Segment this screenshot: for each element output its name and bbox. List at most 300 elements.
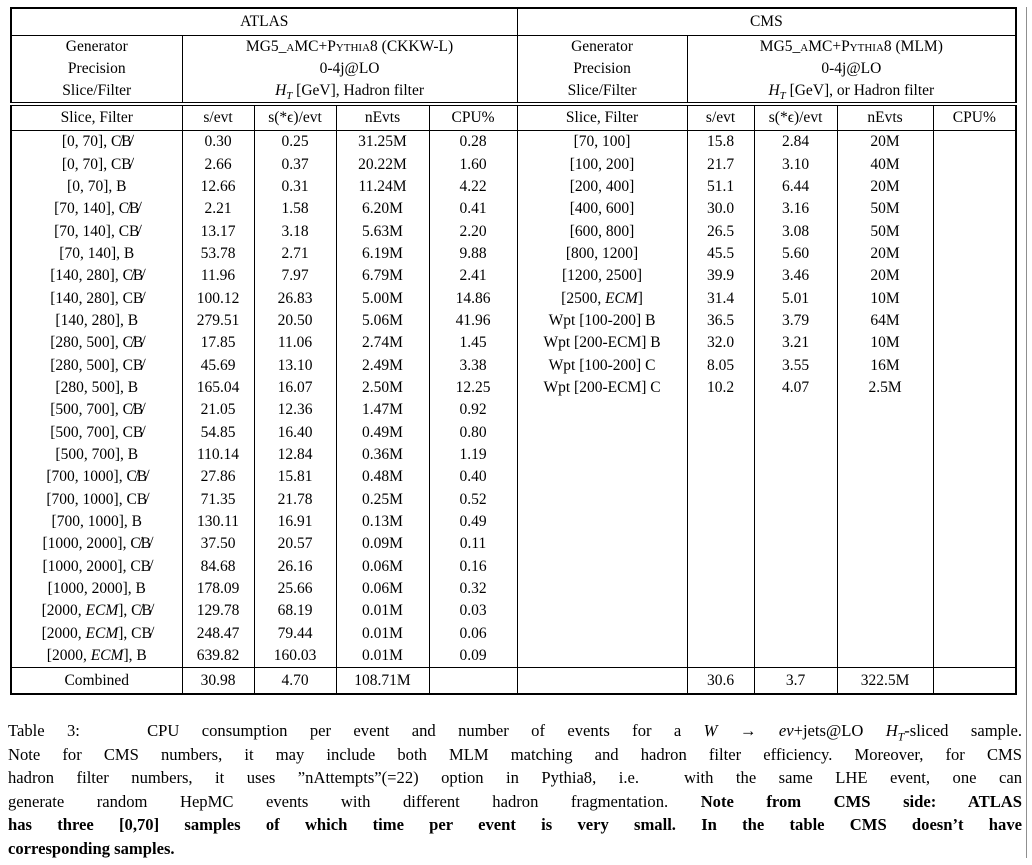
cms-slice-cell: [200, 400] bbox=[517, 176, 687, 198]
cms-nevts-cell bbox=[837, 399, 933, 421]
cms-slice-filter-label: Slice/Filter bbox=[517, 80, 687, 104]
cms-s-eps-evt-cell: 3.79 bbox=[754, 310, 837, 332]
cms-s-evt-cell: 21.7 bbox=[687, 153, 754, 175]
table-row bbox=[11, 176, 1016, 198]
cms-nevts-cell bbox=[837, 600, 933, 622]
atlas-slice-cell: [280, 500], B bbox=[11, 377, 182, 399]
atlas-col-s-evt: s/evt bbox=[182, 104, 254, 131]
atlas-s-evt-cell: 2.66 bbox=[182, 153, 254, 175]
cms-s-evt-cell bbox=[687, 578, 754, 600]
atlas-slice-cell: [140, 280], C̸B̸ bbox=[11, 265, 182, 287]
cms-s-evt-cell bbox=[687, 489, 754, 511]
cms-col-nevts: nEvts bbox=[837, 104, 933, 131]
cms-slice-cell bbox=[517, 623, 687, 645]
atlas-nevts-cell: 0.01M bbox=[336, 645, 429, 668]
cms-s-evt-cell: 30.6 bbox=[687, 668, 754, 695]
atlas-s-evt-cell: 639.82 bbox=[182, 645, 254, 668]
atlas-s-evt-cell: 110.14 bbox=[182, 444, 254, 466]
cms-cpu-cell bbox=[933, 287, 1016, 309]
cpu-consumption-table bbox=[10, 7, 1017, 695]
atlas-cpu-cell: 1.45 bbox=[429, 332, 517, 354]
cms-slice-cell: [400, 600] bbox=[517, 198, 687, 220]
cms-slice-cell: Wpt [200-ECM] C bbox=[517, 377, 687, 399]
atlas-s-evt-cell: 12.66 bbox=[182, 176, 254, 198]
cms-s-eps-evt-cell bbox=[754, 399, 837, 421]
cms-nevts-cell: 20M bbox=[837, 131, 933, 154]
atlas-s-evt-cell: 13.17 bbox=[182, 220, 254, 242]
cms-s-evt-cell: 36.5 bbox=[687, 310, 754, 332]
atlas-slice-cell: [1000, 2000], CB̸ bbox=[11, 556, 182, 578]
table-row bbox=[11, 533, 1016, 555]
atlas-s-evt-cell: 84.68 bbox=[182, 556, 254, 578]
atlas-nevts-cell: 11.24M bbox=[336, 176, 429, 198]
atlas-s-evt-cell: 21.05 bbox=[182, 399, 254, 421]
atlas-slice-cell: [140, 280], CB̸ bbox=[11, 287, 182, 309]
cms-cpu-cell bbox=[933, 600, 1016, 622]
cms-s-eps-evt-cell bbox=[754, 421, 837, 443]
cms-s-evt-cell bbox=[687, 623, 754, 645]
atlas-s-eps-evt-cell: 20.50 bbox=[254, 310, 336, 332]
atlas-s-eps-evt-cell: 25.66 bbox=[254, 578, 336, 600]
cms-s-evt-cell bbox=[687, 533, 754, 555]
atlas-cpu-cell: 0.16 bbox=[429, 556, 517, 578]
atlas-s-eps-evt-cell: 20.57 bbox=[254, 533, 336, 555]
atlas-cpu-cell: 1.60 bbox=[429, 153, 517, 175]
atlas-s-evt-cell: 248.47 bbox=[182, 623, 254, 645]
atlas-nevts-cell: 5.63M bbox=[336, 220, 429, 242]
atlas-s-evt-cell: 27.86 bbox=[182, 466, 254, 488]
cms-slice-cell bbox=[517, 489, 687, 511]
cms-cpu-cell bbox=[933, 131, 1016, 154]
atlas-nevts-cell: 20.22M bbox=[336, 153, 429, 175]
atlas-cpu-cell: 12.25 bbox=[429, 377, 517, 399]
cms-slice-cell bbox=[517, 511, 687, 533]
atlas-s-evt-cell: 11.96 bbox=[182, 265, 254, 287]
cms-slice-cell: [70, 100] bbox=[517, 131, 687, 154]
cms-s-eps-evt-cell: 5.60 bbox=[754, 243, 837, 265]
cms-s-eps-evt-cell: 2.84 bbox=[754, 131, 837, 154]
atlas-slice-cell: [700, 1000], C̸B̸ bbox=[11, 466, 182, 488]
cms-s-evt-cell bbox=[687, 466, 754, 488]
atlas-s-evt-cell: 30.98 bbox=[182, 668, 254, 695]
atlas-slice-cell: [70, 140], C̸B̸ bbox=[11, 198, 182, 220]
atlas-nevts-cell: 0.06M bbox=[336, 578, 429, 600]
cms-s-eps-evt-cell bbox=[754, 623, 837, 645]
cms-nevts-cell: 20M bbox=[837, 265, 933, 287]
cms-nevts-cell bbox=[837, 444, 933, 466]
atlas-s-evt-cell: 129.78 bbox=[182, 600, 254, 622]
caption-line: Table 3: CPU consumption per event and number of events for a W → eν+jets@LO $H_T$-sliced sample. bbox=[8, 721, 1023, 744]
atlas-precision-value: 0-4j@LO bbox=[182, 58, 517, 80]
table-row bbox=[11, 623, 1016, 645]
cms-s-eps-evt-cell: 3.55 bbox=[754, 354, 837, 376]
table-row bbox=[11, 511, 1016, 533]
table-row bbox=[11, 466, 1016, 488]
cms-nevts-cell: 10M bbox=[837, 287, 933, 309]
generator-row bbox=[11, 36, 1016, 59]
cms-s-evt-cell: 31.4 bbox=[687, 287, 754, 309]
cms-cpu-cell bbox=[933, 511, 1016, 533]
atlas-s-eps-evt-cell: 12.84 bbox=[254, 444, 336, 466]
atlas-s-eps-evt-cell: 15.81 bbox=[254, 466, 336, 488]
table-row bbox=[11, 489, 1016, 511]
atlas-nevts-cell: 1.47M bbox=[336, 399, 429, 421]
cms-cpu-cell bbox=[933, 153, 1016, 175]
atlas-slice-cell: [0, 70], C̸B̸ bbox=[11, 131, 182, 154]
cms-nevts-cell: 20M bbox=[837, 176, 933, 198]
atlas-cpu-cell: 0.28 bbox=[429, 131, 517, 154]
atlas-s-evt-cell: 165.04 bbox=[182, 377, 254, 399]
cms-s-eps-evt-cell: 3.21 bbox=[754, 332, 837, 354]
atlas-s-eps-evt-cell: 16.40 bbox=[254, 421, 336, 443]
atlas-nevts-cell: 2.74M bbox=[336, 332, 429, 354]
atlas-cpu-cell: 2.20 bbox=[429, 220, 517, 242]
cms-nevts-cell bbox=[837, 421, 933, 443]
atlas-slice-cell: [1000, 2000], C̸B̸ bbox=[11, 533, 182, 555]
table-row bbox=[11, 578, 1016, 600]
atlas-nevts-cell: 5.00M bbox=[336, 287, 429, 309]
caption-line: has three [0,70] samples of which time per event is very small. In the table CMS doesn’t have bbox=[8, 815, 1022, 835]
atlas-nevts-cell: 0.13M bbox=[336, 511, 429, 533]
table-row bbox=[11, 265, 1016, 287]
cms-cpu-cell bbox=[933, 176, 1016, 198]
caption-line: Note for CMS numbers, it may include both MLM matching and hadron filter efficiency. Moreover, for CMS bbox=[8, 744, 1022, 764]
atlas-s-eps-evt-cell: 7.97 bbox=[254, 265, 336, 287]
cms-nevts-cell: 50M bbox=[837, 220, 933, 242]
atlas-slice-cell: [500, 700], CB̸ bbox=[11, 421, 182, 443]
atlas-nevts-cell: 6.19M bbox=[336, 243, 429, 265]
cms-nevts-cell: 50M bbox=[837, 198, 933, 220]
atlas-cpu-cell: 0.40 bbox=[429, 466, 517, 488]
cms-nevts-cell: 10M bbox=[837, 332, 933, 354]
cms-slice-cell: Wpt [200-ECM] B bbox=[517, 332, 687, 354]
cms-cpu-cell bbox=[933, 533, 1016, 555]
cms-slice-cell: [600, 800] bbox=[517, 220, 687, 242]
table-row bbox=[11, 421, 1016, 443]
atlas-s-evt-cell: 71.35 bbox=[182, 489, 254, 511]
atlas-s-evt-cell: 178.09 bbox=[182, 578, 254, 600]
caption-line: generate random HepMC events with different hadron fragmentation. Note from CMS side: ATLAS bbox=[8, 791, 1022, 811]
cms-cpu-cell bbox=[933, 645, 1016, 668]
atlas-s-eps-evt-cell: 79.44 bbox=[254, 623, 336, 645]
atlas-cpu-cell: 0.11 bbox=[429, 533, 517, 555]
table-row bbox=[11, 377, 1016, 399]
slice-filter-row bbox=[11, 80, 1016, 104]
atlas-cpu-cell: 4.22 bbox=[429, 176, 517, 198]
atlas-nevts-cell: 0.06M bbox=[336, 556, 429, 578]
atlas-cpu-cell: 9.88 bbox=[429, 243, 517, 265]
cms-cpu-cell bbox=[933, 265, 1016, 287]
atlas-cpu-cell: 41.96 bbox=[429, 310, 517, 332]
atlas-s-evt-cell: 54.85 bbox=[182, 421, 254, 443]
atlas-s-evt-cell: 53.78 bbox=[182, 243, 254, 265]
cms-nevts-cell: 64M bbox=[837, 310, 933, 332]
cms-s-eps-evt-cell: 6.44 bbox=[754, 176, 837, 198]
table-row bbox=[11, 444, 1016, 466]
table-row bbox=[11, 243, 1016, 265]
atlas-s-evt-cell: 2.21 bbox=[182, 198, 254, 220]
cms-cpu-cell bbox=[933, 444, 1016, 466]
column-header-row bbox=[11, 104, 1016, 131]
cms-slice-filter-value: $H_T$ [GeV], or Hadron filter bbox=[687, 80, 1016, 104]
cms-cpu-cell bbox=[933, 220, 1016, 242]
atlas-cpu-cell: 0.49 bbox=[429, 511, 517, 533]
atlas-s-evt-cell: 45.69 bbox=[182, 354, 254, 376]
table-row bbox=[11, 556, 1016, 578]
cms-generator-label: Generator bbox=[517, 36, 687, 59]
cms-slice-cell bbox=[517, 668, 687, 695]
atlas-s-eps-evt-cell: 26.83 bbox=[254, 287, 336, 309]
cms-s-eps-evt-cell bbox=[754, 578, 837, 600]
cms-s-evt-cell: 26.5 bbox=[687, 220, 754, 242]
cms-s-eps-evt-cell: 3.16 bbox=[754, 198, 837, 220]
cms-s-eps-evt-cell bbox=[754, 645, 837, 668]
cms-slice-cell bbox=[517, 556, 687, 578]
cms-nevts-cell bbox=[837, 489, 933, 511]
atlas-col-cpu: CPU% bbox=[429, 104, 517, 131]
precision-row bbox=[11, 58, 1016, 80]
cms-s-evt-cell bbox=[687, 511, 754, 533]
atlas-s-eps-evt-cell: 11.06 bbox=[254, 332, 336, 354]
cms-s-evt-cell bbox=[687, 600, 754, 622]
atlas-slice-filter-value: $H_T$ [GeV], Hadron filter bbox=[182, 80, 517, 104]
atlas-s-eps-evt-cell: 68.19 bbox=[254, 600, 336, 622]
cms-s-evt-cell: 32.0 bbox=[687, 332, 754, 354]
atlas-s-eps-evt-cell: 26.16 bbox=[254, 556, 336, 578]
caption-line: hadron filter numbers, it uses ”nAttempts”(=22) option in Pythia8, i.e. with the same LHE event, one can bbox=[8, 768, 1022, 788]
atlas-s-eps-evt-cell: 13.10 bbox=[254, 354, 336, 376]
cms-s-evt-cell: 15.8 bbox=[687, 131, 754, 154]
atlas-cpu-cell: 14.86 bbox=[429, 287, 517, 309]
table-row bbox=[11, 287, 1016, 309]
cms-title: CMS bbox=[517, 8, 1016, 36]
atlas-slice-cell: [2000, ECM], CB̸ bbox=[11, 623, 182, 645]
table-row bbox=[11, 645, 1016, 668]
cms-cpu-cell bbox=[933, 489, 1016, 511]
atlas-slice-cell: [700, 1000], CB̸ bbox=[11, 489, 182, 511]
atlas-nevts-cell: 108.71M bbox=[336, 668, 429, 695]
atlas-cpu-cell bbox=[429, 668, 517, 695]
atlas-cpu-cell: 3.38 bbox=[429, 354, 517, 376]
cms-s-eps-evt-cell: 3.10 bbox=[754, 153, 837, 175]
atlas-nevts-cell: 0.48M bbox=[336, 466, 429, 488]
cms-nevts-cell bbox=[837, 645, 933, 668]
cms-s-eps-evt-cell: 3.08 bbox=[754, 220, 837, 242]
atlas-slice-cell: [0, 70], CB̸ bbox=[11, 153, 182, 175]
cms-slice-cell bbox=[517, 421, 687, 443]
cms-s-evt-cell bbox=[687, 421, 754, 443]
atlas-cpu-cell: 0.92 bbox=[429, 399, 517, 421]
atlas-slice-cell: [280, 500], C̸B̸ bbox=[11, 332, 182, 354]
cms-s-evt-cell bbox=[687, 556, 754, 578]
atlas-s-eps-evt-cell: 0.31 bbox=[254, 176, 336, 198]
cms-s-eps-evt-cell: 3.7 bbox=[754, 668, 837, 695]
cms-slice-cell: Wpt [100-200] C bbox=[517, 354, 687, 376]
cms-cpu-cell bbox=[933, 421, 1016, 443]
cms-col-cpu: CPU% bbox=[933, 104, 1016, 131]
atlas-s-eps-evt-cell: 4.70 bbox=[254, 668, 336, 695]
cms-slice-cell bbox=[517, 444, 687, 466]
cms-slice-cell: Wpt [100-200] B bbox=[517, 310, 687, 332]
atlas-slice-cell: [500, 700], B bbox=[11, 444, 182, 466]
cms-nevts-cell: 20M bbox=[837, 243, 933, 265]
atlas-nevts-cell: 0.25M bbox=[336, 489, 429, 511]
experiment-title-row bbox=[11, 8, 1016, 36]
atlas-nevts-cell: 2.50M bbox=[336, 377, 429, 399]
atlas-s-eps-evt-cell: 1.58 bbox=[254, 198, 336, 220]
atlas-cpu-cell: 0.41 bbox=[429, 198, 517, 220]
cms-s-eps-evt-cell bbox=[754, 444, 837, 466]
page-edge-line bbox=[1026, 7, 1027, 858]
atlas-cpu-cell: 0.80 bbox=[429, 421, 517, 443]
atlas-generator-value: MG5_aMC+Pythia8 (CKKW-L) bbox=[182, 36, 517, 59]
atlas-s-eps-evt-cell: 0.37 bbox=[254, 153, 336, 175]
table-row bbox=[11, 332, 1016, 354]
cms-s-evt-cell: 10.2 bbox=[687, 377, 754, 399]
atlas-col-nevts: nEvts bbox=[336, 104, 429, 131]
cms-s-eps-evt-cell bbox=[754, 533, 837, 555]
cms-nevts-cell: 2.5M bbox=[837, 377, 933, 399]
atlas-cpu-cell: 0.52 bbox=[429, 489, 517, 511]
atlas-cpu-cell: 0.06 bbox=[429, 623, 517, 645]
atlas-nevts-cell: 0.01M bbox=[336, 623, 429, 645]
atlas-s-eps-evt-cell: 2.71 bbox=[254, 243, 336, 265]
atlas-s-evt-cell: 130.11 bbox=[182, 511, 254, 533]
cms-nevts-cell: 322.5M bbox=[837, 668, 933, 695]
atlas-s-evt-cell: 37.50 bbox=[182, 533, 254, 555]
atlas-nevts-cell: 0.49M bbox=[336, 421, 429, 443]
cms-s-evt-cell bbox=[687, 444, 754, 466]
atlas-slice-cell: [500, 700], C̸B̸ bbox=[11, 399, 182, 421]
table-row bbox=[11, 354, 1016, 376]
cms-s-eps-evt-cell: 4.07 bbox=[754, 377, 837, 399]
atlas-nevts-cell: 6.79M bbox=[336, 265, 429, 287]
atlas-slice-cell: [70, 140], CB̸ bbox=[11, 220, 182, 242]
atlas-s-evt-cell: 17.85 bbox=[182, 332, 254, 354]
cms-nevts-cell bbox=[837, 511, 933, 533]
cms-cpu-cell bbox=[933, 377, 1016, 399]
atlas-cpu-cell: 0.09 bbox=[429, 645, 517, 668]
table-row bbox=[11, 220, 1016, 242]
atlas-slice-cell: Combined bbox=[11, 668, 182, 695]
table-row bbox=[11, 198, 1016, 220]
atlas-col-s-eps-evt: s(*ϵ)/evt bbox=[254, 104, 336, 131]
cms-s-eps-evt-cell bbox=[754, 466, 837, 488]
cms-slice-cell: [1200, 2500] bbox=[517, 265, 687, 287]
atlas-s-eps-evt-cell: 16.91 bbox=[254, 511, 336, 533]
cms-cpu-cell bbox=[933, 466, 1016, 488]
cms-s-eps-evt-cell: 5.01 bbox=[754, 287, 837, 309]
combined-row bbox=[11, 668, 1016, 695]
atlas-slice-cell: [280, 500], CB̸ bbox=[11, 354, 182, 376]
cms-cpu-cell bbox=[933, 668, 1016, 695]
atlas-slice-cell: [2000, ECM], C̸B̸ bbox=[11, 600, 182, 622]
cms-s-evt-cell: 30.0 bbox=[687, 198, 754, 220]
table-row bbox=[11, 131, 1016, 154]
cms-col-s-evt: s/evt bbox=[687, 104, 754, 131]
atlas-s-eps-evt-cell: 21.78 bbox=[254, 489, 336, 511]
cms-slice-cell bbox=[517, 645, 687, 668]
cms-cpu-cell bbox=[933, 623, 1016, 645]
atlas-cpu-cell: 1.19 bbox=[429, 444, 517, 466]
atlas-s-eps-evt-cell: 12.36 bbox=[254, 399, 336, 421]
cms-s-eps-evt-cell bbox=[754, 489, 837, 511]
cms-slice-cell: [800, 1200] bbox=[517, 243, 687, 265]
atlas-nevts-cell: 5.06M bbox=[336, 310, 429, 332]
caption-line: corresponding samples. bbox=[8, 838, 175, 858]
atlas-slice-cell: [0, 70], B bbox=[11, 176, 182, 198]
cms-slice-cell bbox=[517, 600, 687, 622]
cms-nevts-cell bbox=[837, 466, 933, 488]
cms-slice-cell bbox=[517, 533, 687, 555]
atlas-cpu-cell: 2.41 bbox=[429, 265, 517, 287]
cms-s-eps-evt-cell bbox=[754, 600, 837, 622]
cms-col-s-eps-evt: s(*ϵ)/evt bbox=[754, 104, 837, 131]
atlas-cpu-cell: 0.32 bbox=[429, 578, 517, 600]
atlas-s-evt-cell: 279.51 bbox=[182, 310, 254, 332]
cms-cpu-cell bbox=[933, 556, 1016, 578]
atlas-nevts-cell: 0.01M bbox=[336, 600, 429, 622]
atlas-slice-filter-label: Slice/Filter bbox=[11, 80, 182, 104]
cms-nevts-cell bbox=[837, 533, 933, 555]
cms-cpu-cell bbox=[933, 332, 1016, 354]
atlas-s-evt-cell: 100.12 bbox=[182, 287, 254, 309]
cms-s-evt-cell bbox=[687, 399, 754, 421]
cms-slice-cell bbox=[517, 399, 687, 421]
cms-s-evt-cell: 51.1 bbox=[687, 176, 754, 198]
atlas-slice-cell: [140, 280], B bbox=[11, 310, 182, 332]
cms-s-eps-evt-cell: 3.46 bbox=[754, 265, 837, 287]
cms-slice-cell bbox=[517, 466, 687, 488]
atlas-nevts-cell: 6.20M bbox=[336, 198, 429, 220]
atlas-generator-label: Generator bbox=[11, 36, 182, 59]
cms-precision-value: 0-4j@LO bbox=[687, 58, 1016, 80]
cms-nevts-cell bbox=[837, 623, 933, 645]
cms-cpu-cell bbox=[933, 354, 1016, 376]
atlas-slice-cell: [1000, 2000], B bbox=[11, 578, 182, 600]
cms-cpu-cell bbox=[933, 243, 1016, 265]
atlas-precision-label: Precision bbox=[11, 58, 182, 80]
atlas-cpu-cell: 0.03 bbox=[429, 600, 517, 622]
atlas-s-evt-cell: 0.30 bbox=[182, 131, 254, 154]
cms-cpu-cell bbox=[933, 310, 1016, 332]
table-row bbox=[11, 399, 1016, 421]
cms-cpu-cell bbox=[933, 198, 1016, 220]
atlas-title: ATLAS bbox=[11, 8, 517, 36]
cms-nevts-cell bbox=[837, 556, 933, 578]
cms-nevts-cell bbox=[837, 578, 933, 600]
cms-s-evt-cell bbox=[687, 645, 754, 668]
cms-col-slice-filter: Slice, Filter bbox=[517, 104, 687, 131]
atlas-s-eps-evt-cell: 0.25 bbox=[254, 131, 336, 154]
atlas-slice-cell: [2000, ECM], B bbox=[11, 645, 182, 668]
atlas-s-eps-evt-cell: 160.03 bbox=[254, 645, 336, 668]
cms-slice-cell bbox=[517, 578, 687, 600]
cms-s-evt-cell: 8.05 bbox=[687, 354, 754, 376]
cms-s-eps-evt-cell bbox=[754, 511, 837, 533]
atlas-nevts-cell: 0.09M bbox=[336, 533, 429, 555]
atlas-col-slice-filter: Slice, Filter bbox=[11, 104, 182, 131]
cms-s-evt-cell: 39.9 bbox=[687, 265, 754, 287]
table-caption bbox=[8, 719, 1022, 860]
atlas-s-eps-evt-cell: 16.07 bbox=[254, 377, 336, 399]
cms-cpu-cell bbox=[933, 578, 1016, 600]
cms-nevts-cell: 16M bbox=[837, 354, 933, 376]
cms-cpu-cell bbox=[933, 399, 1016, 421]
cms-slice-cell: [100, 200] bbox=[517, 153, 687, 175]
atlas-nevts-cell: 31.25M bbox=[336, 131, 429, 154]
atlas-slice-cell: [70, 140], B bbox=[11, 243, 182, 265]
